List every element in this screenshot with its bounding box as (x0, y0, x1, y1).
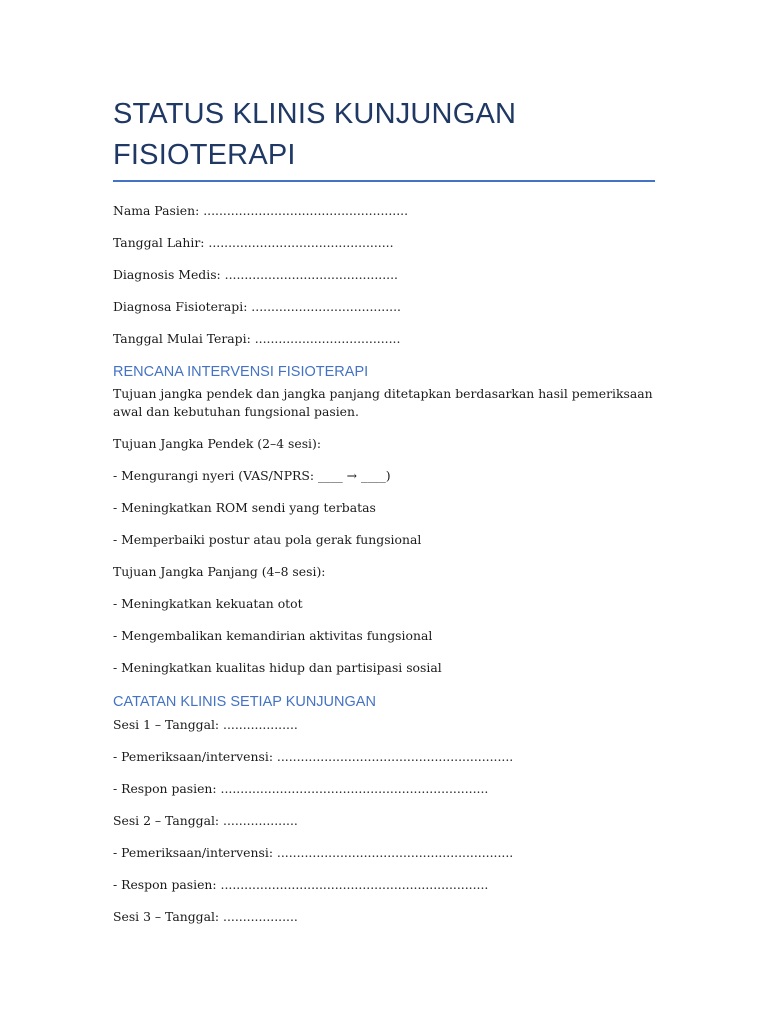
visit-session-line: Sesi 1 – Tanggal: ................... (113, 717, 298, 732)
intervention-heading: RENCANA INTERVENSI FISIOTERAPI (113, 364, 369, 380)
title-line-1: STATUS KLINIS KUNJUNGAN (113, 98, 517, 130)
visit-detail-line: - Respon pasien: .................................................................... (113, 877, 489, 892)
field-diagnosis-medis: Diagnosis Medis: ............................................ (113, 267, 398, 282)
long-term-item: - Meningkatkan kekuatan otot (113, 596, 303, 611)
short-term-item: - Meningkatkan ROM sendi yang terbatas (113, 500, 376, 515)
short-term-item: - Mengurangi nyeri (VAS/NPRS: ____ → ____) (113, 468, 391, 483)
visit-detail-line: - Respon pasien: .................................................................... (113, 781, 489, 796)
visits-heading: CATATAN KLINIS SETIAP KUNJUNGAN (113, 694, 376, 710)
field-tanggal-mulai-terapi: Tanggal Mulai Terapi: ..................................... (113, 331, 401, 346)
visit-detail-line: - Pemeriksaan/intervensi: ............................................................ (113, 845, 514, 860)
long-term-item: - Meningkatkan kualitas hidup dan partisipasi sosial (113, 660, 442, 675)
document-title (113, 94, 673, 176)
field-diagnosa-fisioterapi: Diagnosa Fisioterapi: ...................................... (113, 299, 401, 314)
visit-detail-line: - Pemeriksaan/intervensi: ............................................................ (113, 749, 514, 764)
field-nama-pasien: Nama Pasien: .................................................... (113, 203, 409, 218)
visit-session-line: Sesi 2 – Tanggal: ................... (113, 813, 298, 828)
field-tanggal-lahir: Tanggal Lahir: ............................................... (113, 235, 394, 250)
short-term-label: Tujuan Jangka Pendek (2–4 sesi): (113, 436, 322, 451)
title-line-2: FISIOTERAPI (113, 139, 296, 171)
long-term-label: Tujuan Jangka Panjang (4–8 sesi): (113, 564, 326, 579)
visit-session-line: Sesi 3 – Tanggal: ................... (113, 909, 298, 924)
title-underline (113, 180, 655, 182)
long-term-item: - Mengembalikan kemandirian aktivitas fungsional (113, 628, 433, 643)
short-term-item: - Memperbaiki postur atau pola gerak fungsional (113, 532, 422, 547)
intervention-intro: Tujuan jangka pendek dan jangka panjang ditetapkan berdasarkan hasil pemeriksaan awal dan kebutuhan fungsional pasien. (113, 386, 653, 419)
